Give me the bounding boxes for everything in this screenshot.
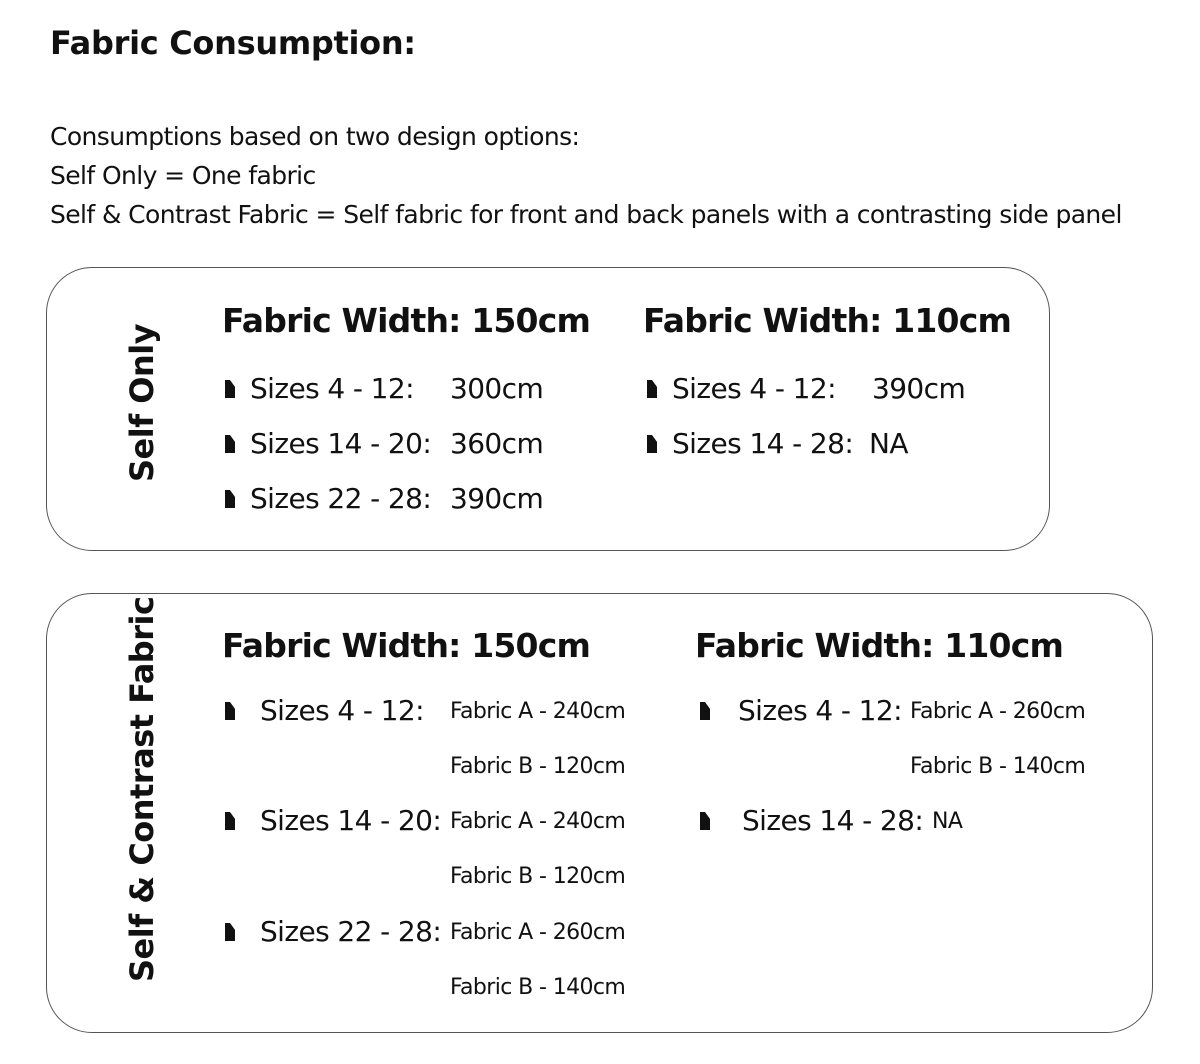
fabric-width-150-title: Fabric Width: 150cm (222, 626, 591, 665)
fabric-b-amount: Fabric B - 120cm (450, 754, 626, 779)
consumption-value: 360cm (450, 427, 544, 460)
size-range: Sizes 14 - 28: (742, 804, 924, 837)
consumption-value: NA (932, 809, 963, 834)
bullet-icon (700, 812, 710, 830)
intro-text (50, 117, 1122, 234)
bullet-icon (700, 702, 710, 720)
size-row (647, 427, 1007, 467)
size-range: Sizes 22 - 28: (260, 915, 442, 948)
size-row (225, 427, 585, 467)
size-row (225, 482, 585, 522)
consumption-value: 390cm (872, 372, 966, 405)
fabric-a-amount: Fabric A - 240cm (450, 809, 626, 834)
fabric-a-amount: Fabric A - 260cm (910, 699, 1086, 724)
intro-line: Consumptions based on two design options: (50, 122, 580, 151)
size-range: Sizes 4 - 12: (672, 372, 836, 405)
fabric-width-110-title: Fabric Width: 110cm (643, 301, 1012, 340)
bullet-icon (225, 380, 235, 398)
size-row (225, 804, 665, 889)
self-only-panel (46, 267, 1050, 551)
intro-line: Self & Contrast Fabric = Self fabric for front and back panels with a contrasting side panel (50, 200, 1122, 229)
size-range: Sizes 14 - 20: (250, 427, 432, 460)
size-row (647, 372, 1007, 412)
size-range: Sizes 14 - 20: (260, 804, 442, 837)
consumption-value: 300cm (450, 372, 544, 405)
consumption-value: NA (869, 427, 908, 460)
size-row (700, 694, 1140, 779)
size-row (225, 915, 665, 1000)
self-only-label: Self Only (123, 323, 161, 482)
fabric-a-amount: Fabric A - 240cm (450, 699, 626, 724)
size-range: Sizes 14 - 28: (672, 427, 854, 460)
size-row (225, 694, 665, 779)
fabric-b-amount: Fabric B - 140cm (910, 754, 1086, 779)
bullet-icon (225, 812, 235, 830)
bullet-icon (225, 923, 235, 941)
bullet-icon (647, 435, 657, 453)
bullet-icon (647, 380, 657, 398)
size-row (225, 372, 585, 412)
intro-line: Self Only = One fabric (50, 161, 316, 190)
fabric-width-150-title: Fabric Width: 150cm (222, 301, 591, 340)
size-range: Sizes 22 - 28: (250, 482, 432, 515)
page-title: Fabric Consumption: (50, 24, 416, 62)
fabric-a-amount: Fabric A - 260cm (450, 920, 626, 945)
self-contrast-panel (46, 593, 1153, 1033)
fabric-width-110-title: Fabric Width: 110cm (695, 626, 1064, 665)
size-range: Sizes 4 - 12: (260, 694, 424, 727)
size-range: Sizes 4 - 12: (738, 694, 902, 727)
size-range: Sizes 4 - 12: (250, 372, 414, 405)
self-contrast-label: Self & Contrast Fabric (123, 596, 161, 982)
fabric-b-amount: Fabric B - 140cm (450, 975, 626, 1000)
bullet-icon (225, 435, 235, 453)
fabric-b-amount: Fabric B - 120cm (450, 864, 626, 889)
bullet-icon (225, 490, 235, 508)
size-row (700, 804, 1140, 844)
consumption-value: 390cm (450, 482, 544, 515)
bullet-icon (225, 702, 235, 720)
